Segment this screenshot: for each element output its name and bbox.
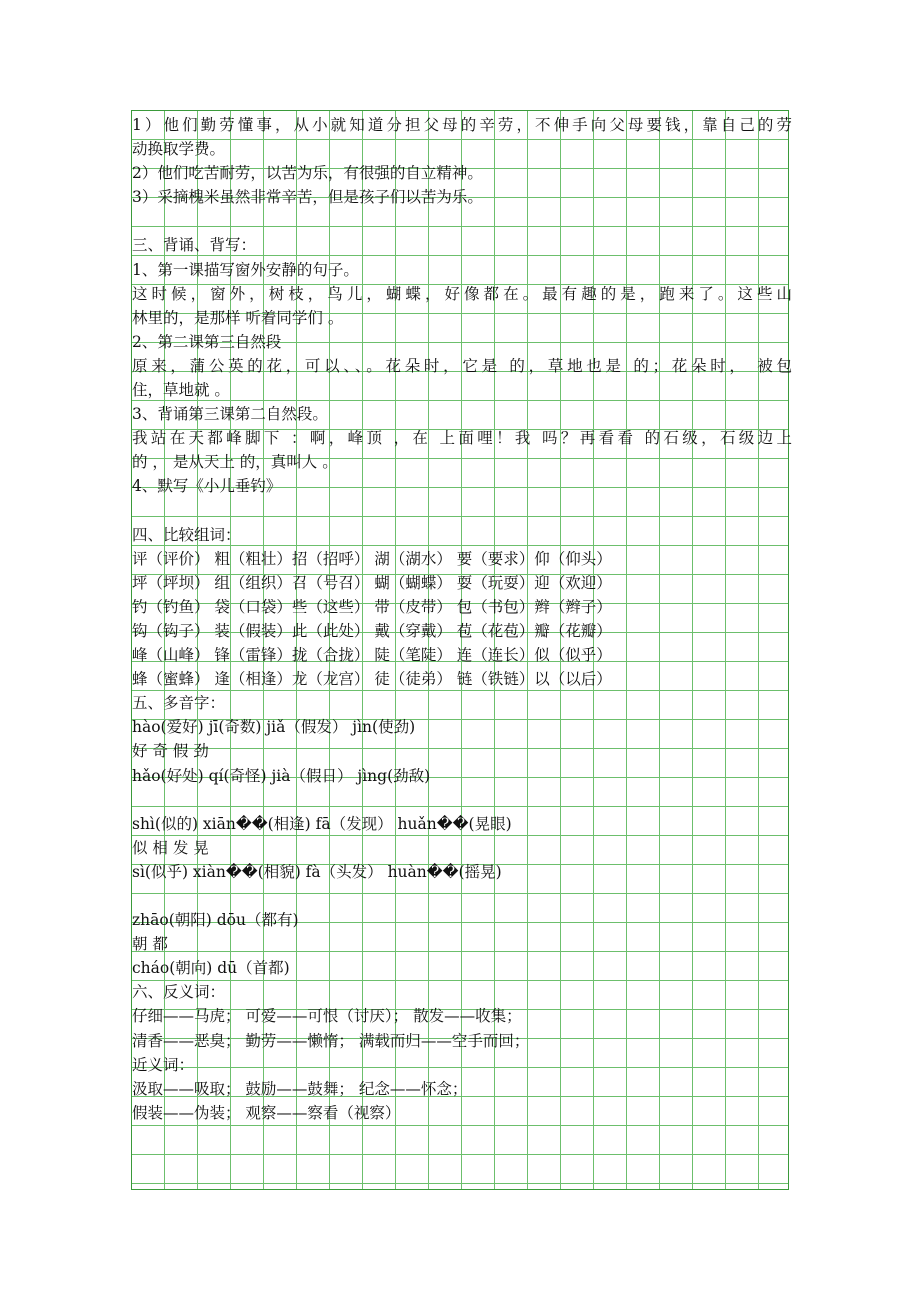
antonym-row: 仔细——马虎； 可爱——可恨（讨厌）； 散发——收集； <box>132 1007 522 1026</box>
word-pair-row: 钓（钓鱼） 袋（口袋）些（这些） 带（皮带） 包（书包）辫（辫子） <box>132 597 612 616</box>
character-row: 朝 都 <box>132 935 168 954</box>
text-line: 原来，蒲公英的花，可以、、。花朵时，它是 的，草地也是 的；花朵时， 被包 <box>132 356 792 375</box>
pinyin-row: sì(似乎) xiàn��(相貌) fà（头发） huàn��(摇晃) <box>132 862 502 881</box>
text-line: 林里的，是那样 听着同学们 。 <box>132 308 344 327</box>
text-line: 2、第二课第三自然段 <box>132 332 282 351</box>
pinyin-row: hǎo(好处) qí(奇怪) jià（假日） jìng(劲敌) <box>132 766 431 785</box>
pinyin-row: cháo(朝向) dū（首都) <box>132 959 290 978</box>
section-heading: 近义词： <box>132 1055 195 1074</box>
text-line: 的 ， 是从天上 的，真叫人 。 <box>132 453 338 472</box>
blank-line <box>132 499 792 523</box>
section-heading: 六、反义词： <box>132 983 226 1002</box>
word-pair-row: 蜂（蜜蜂） 逢（相逢）龙（龙宫） 徒（徒弟） 链（铁链）以（以后） <box>132 670 612 689</box>
section-heading: 三、背诵、背写： <box>132 236 257 255</box>
section-heading: 五、多音字： <box>132 694 226 713</box>
word-pair-row: 钩（钩子） 装（假装）此（此处） 戴（穿戴） 苞（花苞）瓣（花瓣） <box>132 621 612 640</box>
antonym-row: 清香——恶臭； 勤劳——懒惰； 满载而归——空手而回； <box>132 1031 530 1050</box>
document-text <box>132 113 792 1125</box>
text-line: 动换取学费。 <box>132 140 226 159</box>
text-line: 我站在天都峰脚下 ：啊，峰顶 ，在 上面哩！我 吗？再看看 的石级，石级边上 <box>132 429 792 448</box>
blank-line <box>132 884 792 908</box>
synonym-row: 假装——伪装； 观察——察看（视察） <box>132 1103 401 1122</box>
character-row: 似 相 发 晃 <box>132 838 209 857</box>
word-pair-row: 评（评价） 粗（粗壮）招（招呼） 湖（湖水） 要（要求）仰（仰头） <box>132 549 612 568</box>
pinyin-row: zhāo(朝阳) dōu（都有) <box>132 911 299 930</box>
pinyin-row: hào(爱好) jī(奇数) jiǎ（假发） jìn(使劲) <box>132 718 416 737</box>
synonym-row: 汲取——吸取； 鼓励——鼓舞； 纪念——怀念； <box>132 1079 468 1098</box>
text-line: 3、背诵第三课第二自然段。 <box>132 405 328 424</box>
pinyin-row: shì(似的) xiān��(相逢) fā（发现） huǎn��(晃眼) <box>132 814 512 833</box>
text-line: 这时候，窗外，树枝，鸟儿，蝴蝶，好像都在。最有趣的是，跑来了。这些山 <box>132 284 792 303</box>
blank-line <box>132 788 792 812</box>
text-line: 2）他们吃苦耐劳，以苦为乐，有很强的自立精神。 <box>132 164 483 183</box>
text-line: 住，草地就 。 <box>132 381 230 400</box>
text-line: 3）采摘槐米虽然非常辛苦，但是孩子们以苦为乐。 <box>132 188 483 207</box>
text-line: 1）他们勤劳懂事，从小就知道分担父母的辛劳，不伸手向父母要钱，靠自己的劳 <box>132 116 792 134</box>
word-pair-row: 坪（坪坝） 组（组织）召（号召） 蝴（蝴蝶） 耍（玩耍）迎（欢迎） <box>132 573 612 592</box>
text-line: 1、第一课描写窗外安静的句子。 <box>132 260 359 279</box>
blank-line <box>132 209 792 233</box>
text-line: 4、默写《小儿垂钓》 <box>132 477 282 496</box>
section-heading: 四、比较组词： <box>132 525 241 544</box>
character-row: 好 奇 假 劲 <box>132 742 209 761</box>
word-pair-row: 峰（山峰） 锋（雷锋）拢（合拢） 陡（笔陡） 连（连长）似（似乎） <box>132 646 612 665</box>
